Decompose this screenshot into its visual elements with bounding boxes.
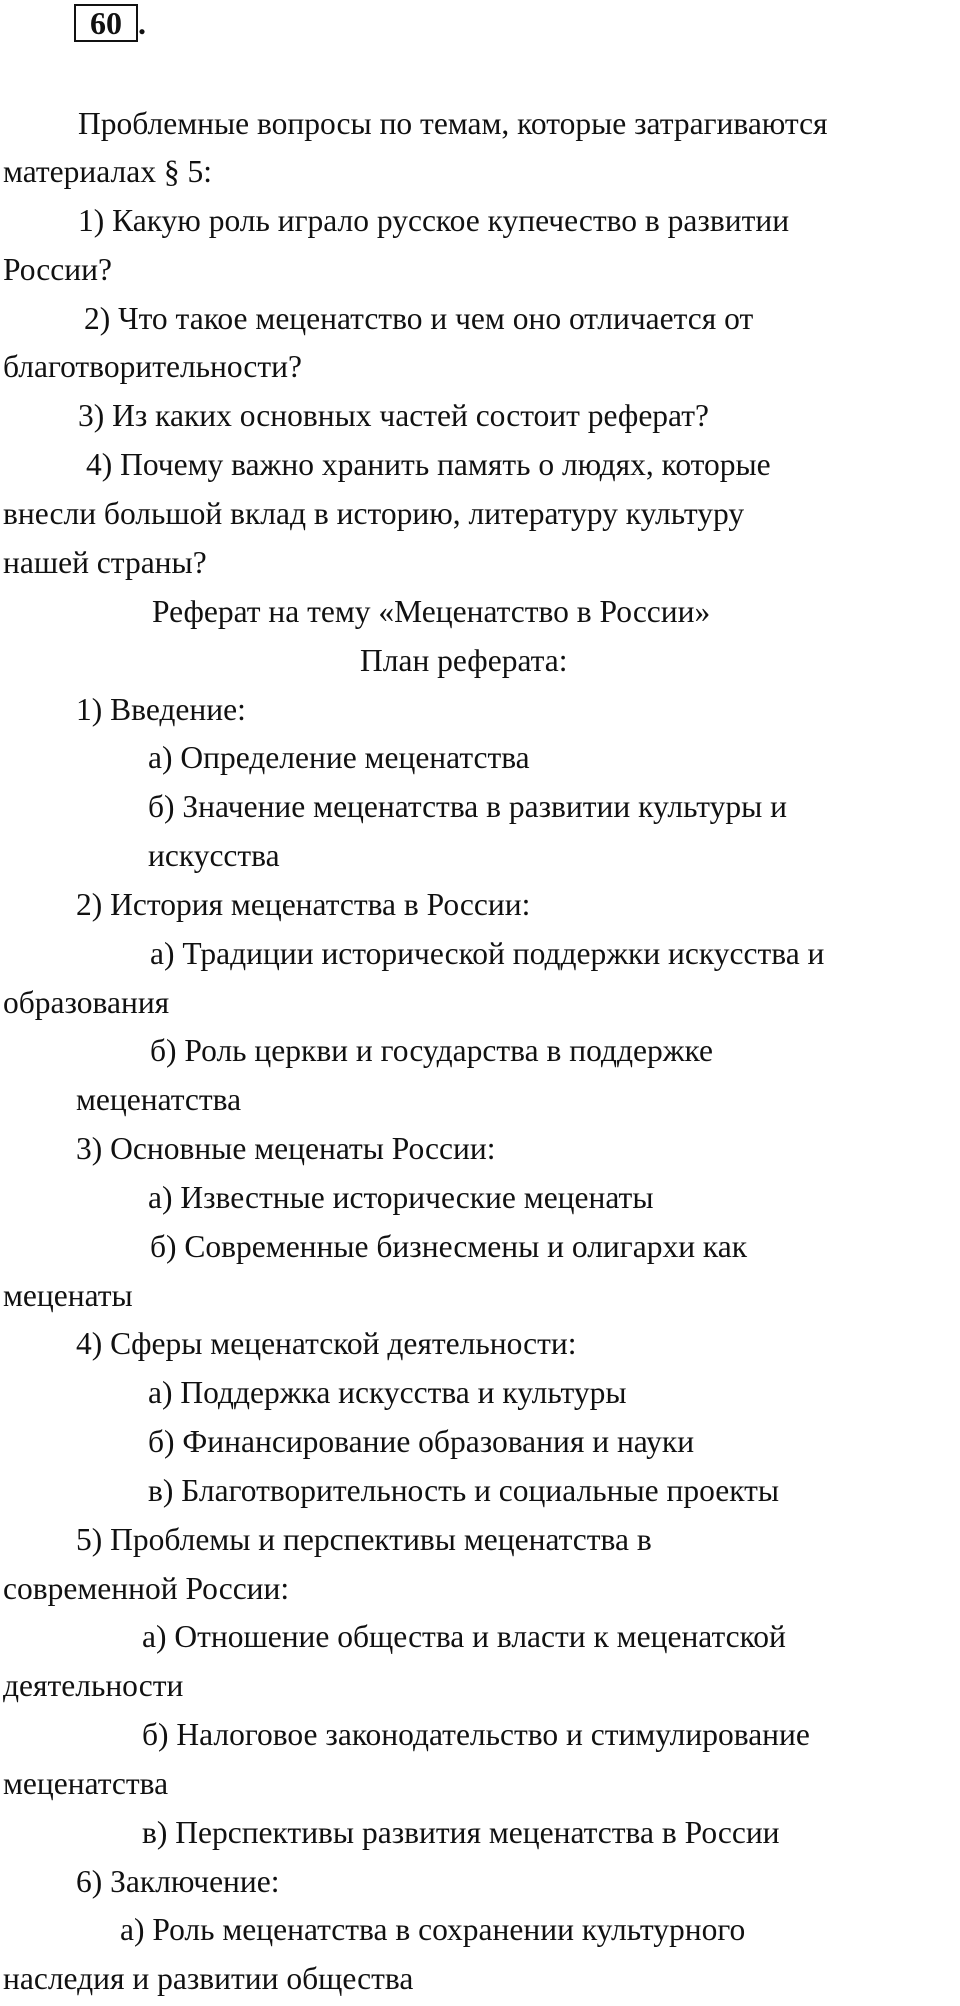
plan-item: а) Традиции исторической поддержки искусства и bbox=[150, 936, 825, 971]
plan-item: б) Финансирование образования и науки bbox=[148, 1424, 695, 1459]
question-4: 4) Почему важно хранить память о людях, которые bbox=[86, 447, 771, 482]
plan-heading-3: 3) Основные меценаты России: bbox=[76, 1131, 496, 1166]
plan-heading-2: 2) История меценатства в России: bbox=[76, 887, 531, 922]
plan-item-cont: меценаты bbox=[3, 1278, 133, 1313]
plan-item: а) Известные исторические меценаты bbox=[148, 1180, 654, 1215]
task-number-dot: . bbox=[138, 5, 146, 41]
plan-item: а) Отношение общества и власти к меценатской bbox=[142, 1619, 786, 1654]
plan-title: План реферата: bbox=[360, 643, 568, 678]
plan-heading-6: 6) Заключение: bbox=[76, 1864, 280, 1899]
question-2: 2) Что такое меценатство и чем оно отличается от bbox=[84, 301, 754, 336]
intro-line: материалах § 5: bbox=[3, 154, 212, 189]
task-number-box: 60 bbox=[74, 4, 138, 42]
plan-item-cont: образования bbox=[3, 985, 170, 1020]
plan-item: а) Роль меценатства в сохранении культурного bbox=[120, 1912, 746, 1947]
plan-item: в) Благотворительность и социальные проекты bbox=[148, 1473, 780, 1508]
plan-item-cont: искусства bbox=[148, 838, 280, 873]
question-3: 3) Из каких основных частей состоит реферат? bbox=[78, 398, 709, 433]
plan-heading-1: 1) Введение: bbox=[76, 692, 246, 727]
plan-item: а) Поддержка искусства и культуры bbox=[148, 1375, 627, 1410]
plan-item-cont: наследия и развитии общества bbox=[3, 1961, 414, 1996]
plan-heading-5: 5) Проблемы и перспективы меценатства в bbox=[76, 1522, 652, 1557]
plan-item: б) Налоговое законодательство и стимулирование bbox=[142, 1717, 810, 1752]
plan-item-cont: деятельности bbox=[3, 1668, 184, 1703]
plan-heading-5-cont: современной России: bbox=[3, 1571, 290, 1606]
question-2-cont: благотворительности? bbox=[3, 349, 303, 384]
essay-title: Реферат на тему «Меценатство в России» bbox=[152, 594, 711, 629]
question-4-cont: внесли большой вклад в историю, литературу культуру bbox=[3, 496, 745, 531]
plan-item: б) Роль церкви и государства в поддержке bbox=[150, 1033, 713, 1068]
plan-item-cont: меценатства bbox=[3, 1766, 169, 1801]
plan-item: в) Перспективы развития меценатства в России bbox=[142, 1815, 780, 1850]
question-1-cont: России? bbox=[3, 252, 112, 287]
intro-line: Проблемные вопросы по темам, которые затрагиваются bbox=[78, 106, 828, 141]
plan-item-cont: меценатства bbox=[76, 1082, 242, 1117]
plan-item: б) Современные бизнесмены и олигархи как bbox=[150, 1229, 748, 1264]
plan-heading-4: 4) Сферы меценатской деятельности: bbox=[76, 1326, 577, 1361]
plan-item: б) Значение меценатства в развитии культуры и bbox=[148, 789, 787, 824]
question-4-cont: нашей страны? bbox=[3, 545, 207, 580]
question-1: 1) Какую роль играло русское купечество в развитии bbox=[78, 203, 790, 238]
plan-item: а) Определение меценатства bbox=[148, 740, 530, 775]
